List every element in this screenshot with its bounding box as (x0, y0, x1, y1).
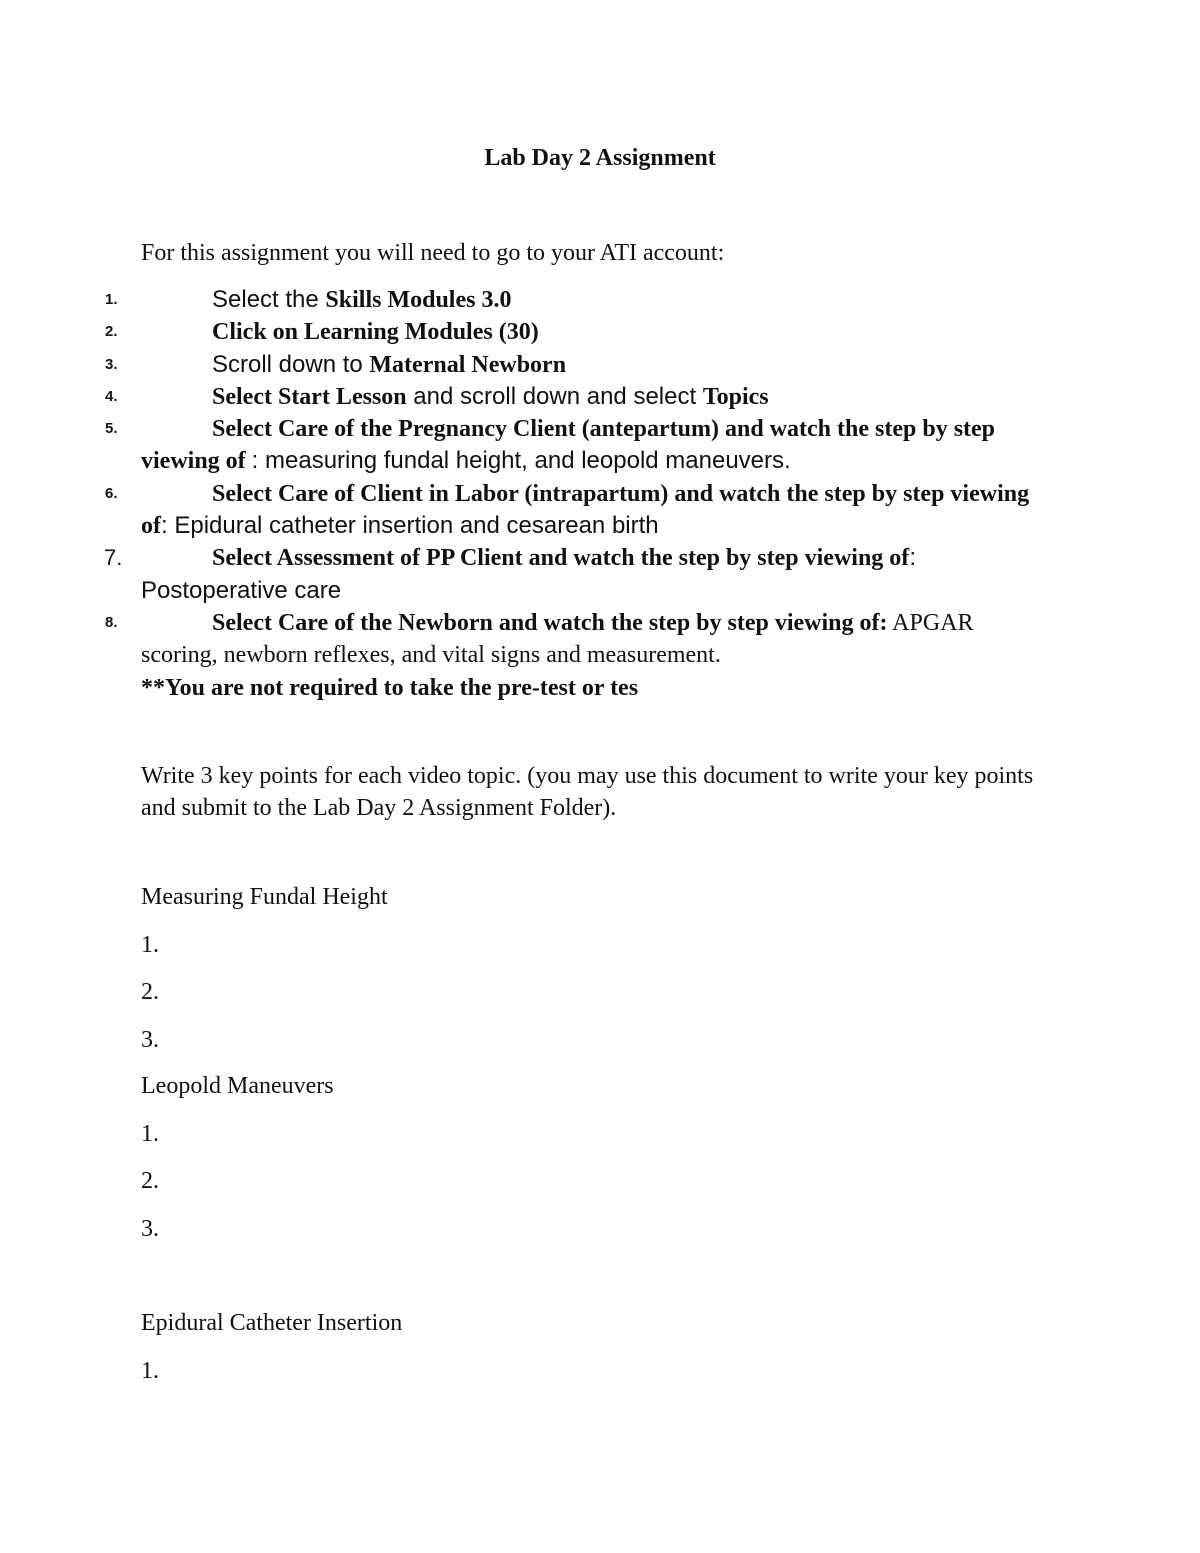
key-point-line: 1. (141, 1358, 159, 1384)
step-text: : Postoperative care (141, 544, 916, 604)
document-title: Lab Day 2 Assignment (484, 145, 716, 171)
section-heading-epidural: Epidural Catheter Insertion (141, 1310, 403, 1336)
section-heading-fundal-height: Measuring Fundal Height (141, 884, 388, 910)
key-point-line: 1. (141, 932, 159, 958)
step-text-bold: Skills Modules 3.0 (325, 287, 512, 313)
step-item (0, 284, 1041, 316)
step-number: 7. (104, 545, 123, 571)
step-text: APGAR scoring, newborn reflexes, and vital signs and measurement. (141, 609, 974, 669)
step-text: and scroll down and select (406, 382, 703, 410)
step-text: : Epidural catheter insertion and cesarean birth (161, 512, 659, 540)
step-text-bold: Select Care of the Newborn and watch the step by step viewing of: (212, 609, 888, 636)
step-text-bold: Maternal Newborn (369, 351, 567, 378)
step-number: 2. (105, 323, 118, 341)
step-text: Scroll down to (212, 350, 370, 378)
step-item (0, 607, 1041, 672)
step-text-bold: Click on Learning Modules (30) (212, 319, 539, 346)
step-number: 5. (105, 420, 118, 438)
step-item (0, 413, 1041, 478)
steps-list (0, 284, 1200, 672)
step-text-bold: Topics (702, 383, 769, 410)
step-item (0, 349, 1041, 381)
key-point-line: 2. (141, 979, 159, 1005)
step-item (0, 478, 1041, 543)
step-text-bold: Select Care of Client in Labor (intrapartum) and watch the step by step viewing of (141, 480, 1030, 540)
step-number: 3. (105, 355, 118, 373)
instructions-text: Write 3 key points for each video topic. (you may use this document to write your key points and submit to the Lab Day 2 Assignment Folder). (141, 763, 1034, 821)
step-item (0, 316, 1041, 348)
note-text: **You are not required to take the pre-test or tes (141, 675, 639, 701)
key-point-line: 3. (141, 1216, 159, 1242)
step-text-bold: Select Start Lesson (212, 383, 407, 410)
step-text: : measuring fundal height, and leopold maneuvers. (251, 447, 791, 475)
step-text: Select the (212, 286, 326, 313)
key-point-line: 2. (141, 1168, 159, 1194)
step-number: 1. (105, 291, 118, 308)
key-point-line: 1. (141, 1121, 159, 1147)
key-point-line: 3. (141, 1027, 159, 1053)
section-heading-leopold: Leopold Maneuvers (141, 1073, 334, 1099)
step-text-bold: Select Care of the Pregnancy Client (antepartum) and watch the step by step viewing of (141, 416, 996, 475)
step-number: 6. (105, 484, 118, 502)
step-number: 8. (105, 613, 118, 631)
step-text-bold: Select Assessment of PP Client and watch the step by step viewing of (212, 545, 910, 572)
step-item (0, 381, 1041, 413)
intro-text: For this assignment you will need to go to your ATI account: (141, 240, 725, 266)
step-number: 4. (105, 387, 118, 405)
step-item (0, 542, 1041, 607)
